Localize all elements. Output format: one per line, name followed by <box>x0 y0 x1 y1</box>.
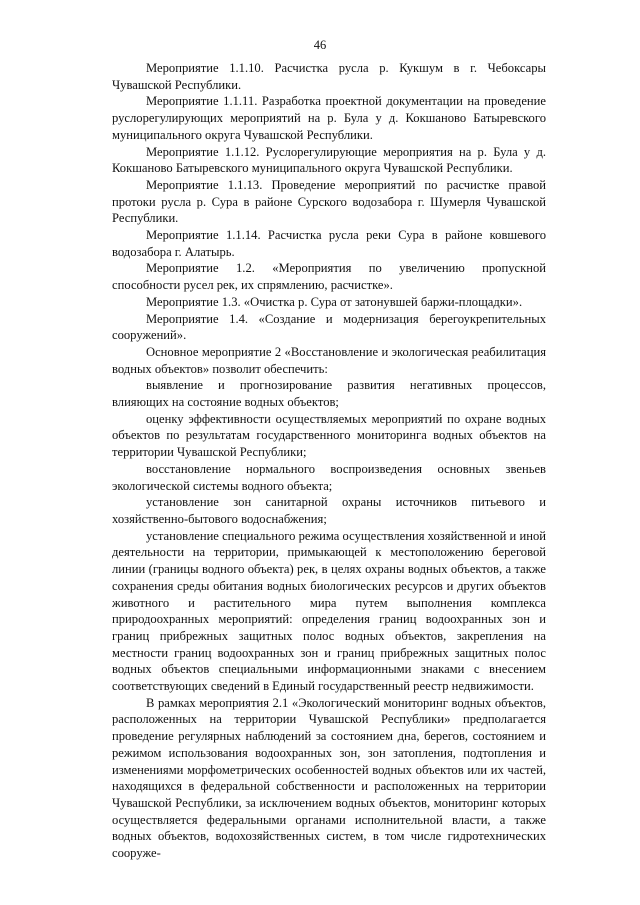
paragraph-measure-1-1-12: Мероприятие 1.1.12. Руслорегулирующие мероприятия на р. Була у д. Кокшаново Батыревского муниципального округа Чувашской Республики. <box>112 144 546 176</box>
page-number: 46 <box>313 38 327 52</box>
paragraph-measure-2-1: В рамках мероприятия 2.1 «Экологический мониторинг водных объектов, расположенных на территории Чувашской Республики» предполагается проведение регулярных наблюдений за состоянием дна, берегов, состоянием и режимом использования водоохранных зон, зон затопления, подтопления и изменениями морфометрических особенностей водных объектов или их частей, находящихся в федеральной собственности и расположенных на территории Чувашской Республики, за исключением водных объектов, мониторинг которых осуществляется федеральными органами исполнительной власти, а также водных объектов, водохозяйственных систем, в том числе гидротехнических сооруже- <box>112 695 546 861</box>
paragraph-measure-1-1-10: Мероприятие 1.1.10. Расчистка русла р. Кукшум в г. Чебоксары Чувашской Республики. <box>112 61 546 92</box>
document-body <box>112 60 546 862</box>
list-item-assessment: оценку эффективности осуществляемых мероприятий по охране водных объектов по результатам государственного мониторинга водных объектов на территории Чувашской Республики; <box>112 411 546 460</box>
paragraph-measure-1-1-13: Мероприятие 1.1.13. Проведение мероприятий по расчистке правой протоки русла р. Сура в районе Сурского водозабора г. Шумерля Чувашской Республики. <box>112 177 546 226</box>
list-item-detection: выявление и прогнозирование развития негативных процессов, влияющих на состояние водных объектов; <box>112 378 546 410</box>
list-item-sanitary-zones: установление зон санитарной охраны источников питьевого и хозяйственно-бытового водоснабжения; <box>112 495 546 526</box>
paragraph-measure-1-1-14: Мероприятие 1.1.14. Расчистка русла реки Сура в районе ковшевого водозабора г. Алатырь. <box>112 228 546 259</box>
list-item-special-regime: установление специального режима осуществления хозяйственной и иной деятельности на территории, примыкающей к местоположению береговой линии (границы водного объекта) рек, в целях охраны водных объектов, а также сохранения среды обитания водных биологических ресурсов и других объектов животного и растительного мира путем выполнения комплекса природоохранных мероприятий: определения границ водоохранных зон и границ прибрежных защитных полос водных объектов, закрепления на местности границ водоохранных зон и границ прибрежных защитных полос водных объектов специальными информационными знаками с внесением соответствующих сведений в Единый государственный реестр недвижимости. <box>112 528 546 694</box>
paragraph-measure-1-3: Мероприятие 1.3. «Очистка р. Сура от затонувшей баржи-площадки». <box>146 294 523 309</box>
paragraph-main-measure-2: Основное мероприятие 2 «Восстановление и экологическая реабилитация водных объектов» позволит обеспечить: <box>112 344 546 376</box>
paragraph-measure-1-1-11: Мероприятие 1.1.11. Разработка проектной документации на проведение руслорегулирующих мероприятий на р. Була у д. Кокшаново Батыревского муниципального округа Чувашской Республики. <box>112 94 546 142</box>
paragraph-measure-1-2: Мероприятие 1.2. «Мероприятия по увеличению пропускной способности русел рек, их спрямлению, расчистке». <box>112 261 546 293</box>
paragraph-measure-1-4: Мероприятие 1.4. «Создание и модернизация берегоукрепительных сооружений». <box>112 311 546 343</box>
list-item-restoration: восстановление нормального воспроизведения основных звеньев экологической системы водного объекта; <box>112 461 546 493</box>
